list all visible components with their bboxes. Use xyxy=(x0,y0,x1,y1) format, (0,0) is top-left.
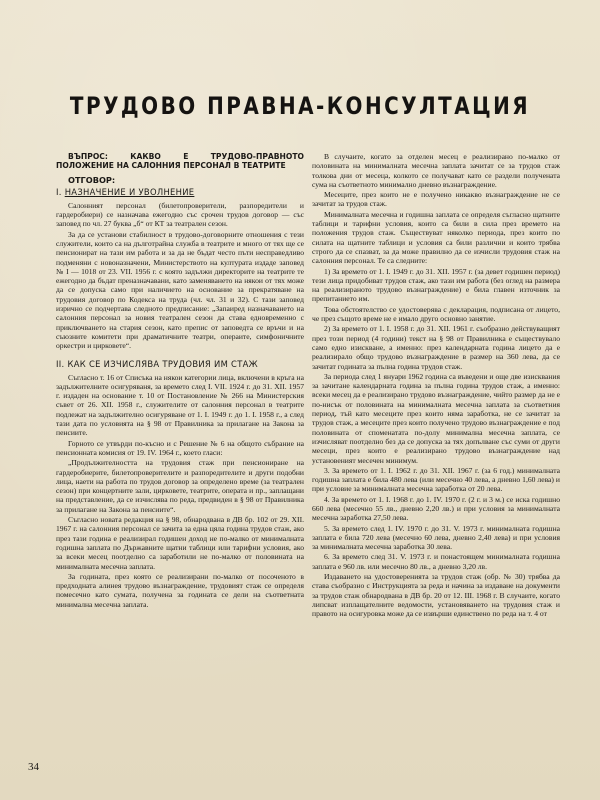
section-1-heading xyxy=(56,187,304,197)
section-1-number: I. xyxy=(56,186,62,197)
section-2-heading xyxy=(56,359,304,369)
section-2-number: II. xyxy=(56,358,65,369)
right-paragraph: В случаите, когато за отделен месец е реализирано по-малко от половината на минималната месечна заплата зачитат се за трудов стаж толкова дни от месеца, колкото се получават като се раздели получената сума на съответното минимално дневно възнаграждение. xyxy=(312,152,560,189)
section-1-title: НАЗНАЧЕНИЕ И УВОЛНЕНИЕ xyxy=(64,186,195,197)
right-paragraph: Това обстоятелство се удостоверява с декларация, подписана от лицето, че през същото време не е имало друго основно занятие. xyxy=(312,304,560,324)
right-paragraph: Минималната месечна и годишна заплата се определя съгласно щатните таблици и тарифни условия, които са били в сила през времето на положения трудов стаж. Съществуват няколко периода, през които по силата на щатните таблици и условия са били различни и които трябва строго да се спазват, за да може правилно да се изчисли трудовия стаж на салонния персонал. Те са следните: xyxy=(312,209,560,266)
left-column xyxy=(56,152,304,610)
page-title: ТРУДОВО ПРАВНА-КОНСУЛТАЦИЯ xyxy=(69,92,531,120)
right-column xyxy=(312,152,560,620)
right-paragraph: 4. За времето от 1. I. 1968 г. до 1. IV. 1970 г. (2 г. и 3 м.) се иска годишно 660 лева (месечно 55 лв., дневно 2,20 лв.) и при условия за минималната месечна заработка 27,50 лева. xyxy=(312,494,560,523)
section-1-paragraph: Салонният персонал (билетопроверители, разпоредители и гардеробиери) се назначава ежегодно със срочен трудов договор — със заповед по чл. 27 буква „б“ от КТ за театрален сезон. xyxy=(56,200,304,229)
right-paragraph: Издаването на удостоверенията за трудов стаж (обр. № 30) трябва да става съобразно с Инструкцията за реда и начина за издаване на документи за трудов стаж обнародвана в ДВ бр. 20 от 12. III. 1968 г. В случаите, когато липсват изплащателните ведомости, установяването на трудовия стаж и правото на осигуровка може да се извърши единствено по реда на т. 4 от xyxy=(312,572,560,619)
answer-label: ОТГОВОР: xyxy=(68,174,116,185)
right-paragraph: 1) За времето от 1. I. 1949 г. до 31. XII. 1957 г. (за девет годишен период) тези лица придобиват трудов стаж, ако тази им работа (без оглед на размера на реализираното трудово възнаграждение) е била главен източник за препитанието им. xyxy=(312,266,560,304)
section-2-paragraph: За годината, през която се реализирани по-малко от посоченото в предходната алинея трудово възнаграждение, трудовият стаж се определя помесечно като сумата, получена за годината се дели на съответната минимална месечна заплата. xyxy=(56,571,304,609)
section-2-paragraph: Горното се утвърди по-късно и с Решение № 6 на общото събрание на пенсионната комисия от 19. IV. 1964 г., което гласи: xyxy=(56,438,304,457)
right-paragraph: 5. За времето след 1. IV. 1970 г. до 31. V. 1973 г. минималната годишна заплата е била 720 лева (месечно 60 лева, дневно 2,40 лева) и при условия за минималната месечна заработка 30 лева. xyxy=(312,523,560,552)
right-paragraph: 2) За времето от 1. I. 1958 г. до 31. XII. 1961 г. съобразно действуващият през този период (4 години) текст на § 98 от Правилника е съществувало само едно изискване, а именно: през календарната година лицето да е реализирало общо трудово възнаграждение в размер на 360 лева, да се зачитат годината за пълна година трудов стаж. xyxy=(312,324,560,371)
right-paragraph: Месеците, през които не е получено никакво възнаграждение не се зачитат за трудов стаж. xyxy=(312,190,560,209)
section-1-paragraph: За да се установи стабилност в трудово-договорните отношения с тези служители, които са на дълготрайна служба в театрите и много от тях ще се пенсионират на тази им работа и за да не бъдат често пъти несправедливо подменяни с новоназначени, Министерството на културата издаде заповед № I — 1018 от 23. VII. 1956 г. с която задължи директорите на театрите те ежегодно да бъдат преназначавани, като заменяването на някои от тях може да се допуска само при наличието на основание за прекратяване на трудовия договор по Кодекса на труда (чл. чл. 31 и 32). С тази заповед изрично се подчертава следното предписание: „Запаиред назначаването на салонния персонал за новия театрален сезон да става едновременно с приключването на стария сезон, като препис от заповедта се връчи и на съюзните комитети при драматичните театри, операите, симфоничните оркестри и цирковете“. xyxy=(56,229,304,351)
page-number: 34 xyxy=(28,761,39,773)
section-2-title: КАК СЕ ИЗЧИСЛЯВА ТРУДОВИЯ ИМ СТАЖ xyxy=(67,358,258,369)
question-heading: ВЪПРОС: КАКВО Е ТРУДОВО-ПРАВНОТО ПОЛОЖЕНИЕ НА САЛОННИЯ ПЕРСОНАЛ В ТЕАТРИТЕ xyxy=(56,152,304,171)
right-paragraph: 3. За времето от 1. I. 1962 г. до 31. XII. 1967 г. (за 6 год.) минималната годишна заплата е била 480 лева (или месечно 40 лева, а дневно 1,60 лева) и при условие за минималната месечна заработка от 20 лева. xyxy=(312,465,560,494)
section-2-quote: „Продължителността на трудовия стаж при пенсиониране на гардеробиерите, билетопроверителите и разпоредителите и други подобни лица, наети на работа по трудов договор за определено време (за театрален сезон) при концертните зали, цирковете, театрите, операта и пр., заплащани на представление, да се изчислява по реда, предвиден в § 98 от Правилника за прилагане на Закона за пенсиите“. xyxy=(56,458,304,514)
section-2-paragraph: Съгласно т. 16 от Списъка на някои категории лица, включени в кръга на задължителните осигуряваня, за времето след I. VII. 1924 г. до 31. XII. 1957 г. издаден на основание т. 10 от Постановление № 266 на Министерския съвет от 26. XII. 1958 г., служителите от салонния персонал в театрите подлежат на задължително осигуряване от 1. I. 1949 г. до 1. I. 1958 г., а след тази дата по условията на § 98 от Правилника за прилагане на Закона за пенсиите. xyxy=(56,372,304,438)
right-paragraph: 6. За времето след 31. V. 1973 г. и понастоящем минималната годишна заплата е 960 лв. или месечно 80 лв., а дневно 3,20 лв. xyxy=(312,552,560,571)
section-2-paragraph: Съгласно новата редакция на § 98, обнародвана в ДВ бр. 102 от 29. XII. 1967 г. на салонния персонал се зачита за една цяла година трудов стаж, ако през тази година е реализирал годишен доход не по-малко от минималната годишна заплата по Държавните щатни таблици или тарифни условия, ако за всеки месец поотделно са заработили не по-малко от половината на минималната месечна заплата. xyxy=(56,515,304,571)
right-paragraph: За периода след 1 януари 1962 година са въведени и още две изисквания за зачитане календарната година за пълна година трудов стаж, а именно: всеки месец да е реализирано трудово възнаграждение, чийто размер да не е по-нисък от половината на минималната месечна заплата за съответния период, тъй като месеците през които няма заработка, не се зачитат за трудов стаж, а месеците през които получено трудово възнаграждение е под половината от споменатата по-долу минимална месечна заплата, се изчисляват поотделно без да се допуска за тях допълване със суми от други месеци, през които е реализирано трудово възнаграждение над установеният месечен минимум. xyxy=(312,371,560,465)
